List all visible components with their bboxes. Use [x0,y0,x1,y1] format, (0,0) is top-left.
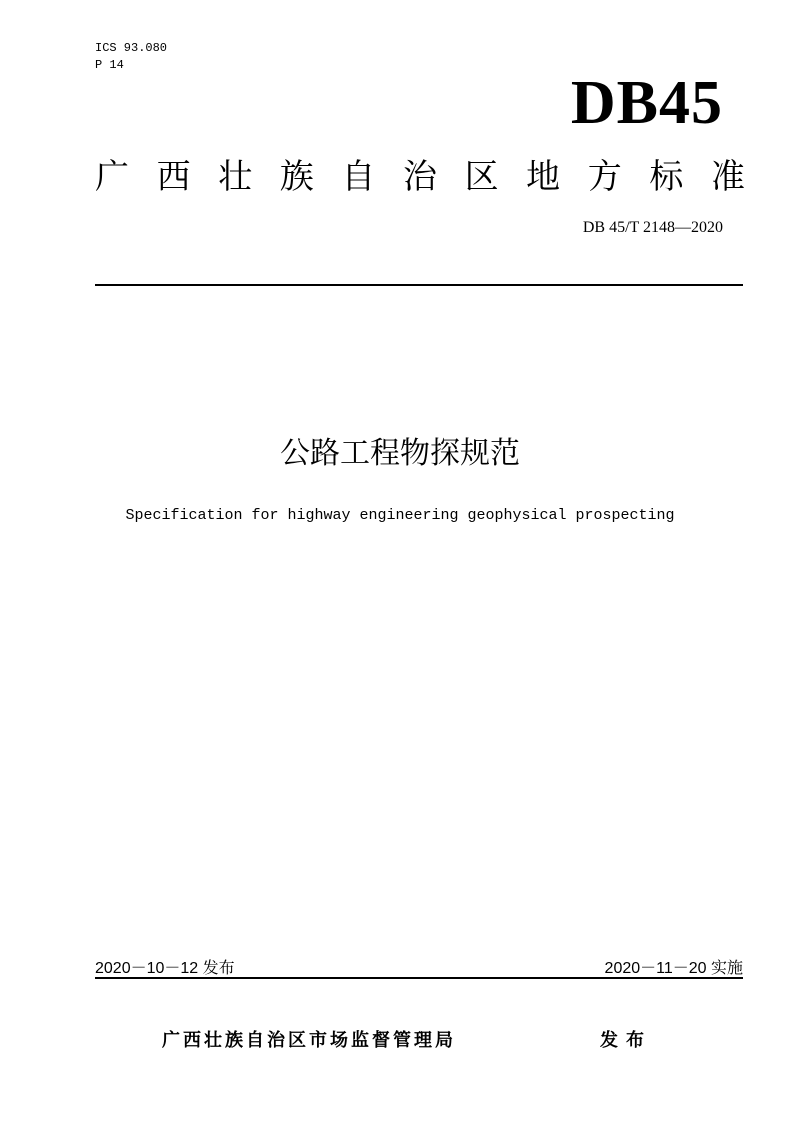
ics-code: ICS 93.080 [95,41,168,55]
standard-type-char: 壮 [218,157,253,197]
header-divider [95,284,743,286]
standard-type-char: 广 [95,157,129,197]
standard-type-char: 自 [341,157,376,197]
category-code: P 14 [95,58,124,72]
issue-date: 2020－10－12 发布 [95,960,235,977]
standard-type-char: 准 [710,157,745,197]
standard-type-char: 区 [464,157,499,197]
publisher-name: 广西壮族自治区市场监督管理局 [162,1030,456,1051]
publish-label: 发布 [600,1030,652,1051]
ics-code-block [95,40,167,74]
standard-code-large: DB45 [570,69,723,137]
standard-type-char: 治 [402,157,437,197]
standard-type-char: 标 [649,157,684,197]
effective-date: 2020－11－20 实施 [604,960,743,977]
standard-type-title [95,155,745,199]
standard-type-char: 西 [156,157,191,197]
footer-divider [95,977,743,979]
standard-type-char: 地 [526,157,561,197]
document-title: 公路工程物探规范 [280,436,520,471]
standard-number: DB 45/T 2148—2020 [582,219,723,236]
standard-type-char: 族 [279,157,314,197]
standard-type-char: 方 [587,157,622,197]
document-subtitle-english: Specification for highway engineering geophysical prospecting [125,507,675,524]
